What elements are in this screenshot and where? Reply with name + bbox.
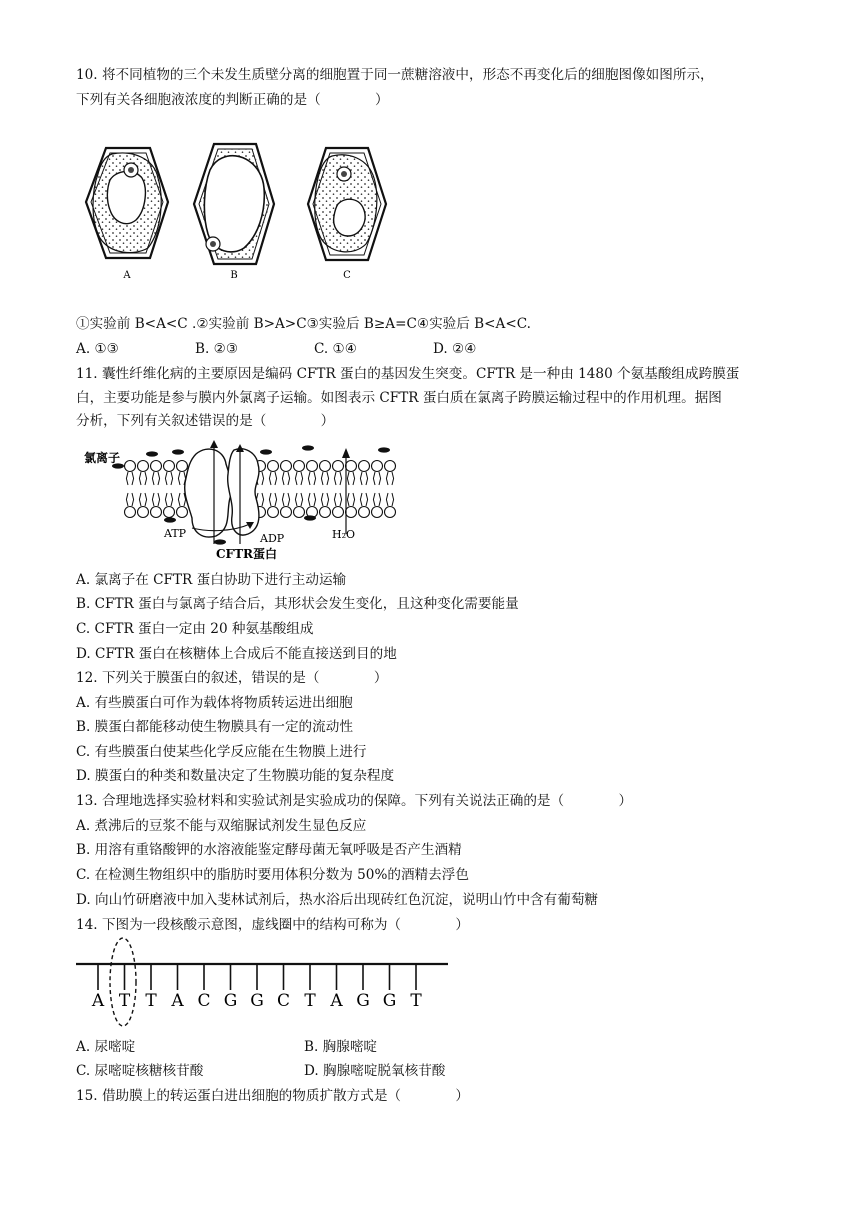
lipid-tail — [392, 493, 394, 506]
lipid-tail — [158, 472, 160, 485]
base-letter: C — [276, 991, 291, 1011]
lipid-tail — [295, 472, 297, 485]
lipid-tail — [152, 472, 154, 485]
lipid-tail — [386, 472, 388, 485]
q14-stem: 14. 下图为一段核酸示意图，虚线圈中的结构可称为（ ） — [76, 917, 469, 933]
lipid-head — [281, 461, 292, 472]
lipid-head — [138, 461, 149, 472]
q10-stem-line1: 10. 将不同植物的三个未发生质壁分离的细胞置于同一蔗糖溶液中，形态不再变化后的细胞图像如图所示， — [76, 67, 714, 83]
lipid-head — [281, 507, 292, 518]
base-letter: G — [382, 991, 397, 1011]
lipid-tail — [366, 472, 368, 485]
q10-option-d[interactable]: D. ②④ — [433, 341, 477, 357]
cell-a — [86, 148, 168, 258]
lipid-tail — [158, 493, 160, 506]
lipid-head — [294, 507, 305, 518]
q10-option-a[interactable]: A. ①③ — [76, 341, 119, 357]
lipid-head — [385, 461, 396, 472]
q14-option-a[interactable]: A. 尿嘧啶 — [76, 1039, 136, 1055]
q11-option-c[interactable]: C. CFTR 蛋白一定由 20 种氨基酸组成 — [76, 621, 314, 637]
q14-options-row1 — [76, 1038, 532, 1056]
q10-stem-line2: 下列有关各细胞液浓度的判断正确的是（ ） — [76, 92, 389, 108]
lipid-tail — [295, 493, 297, 506]
lipid-tail — [275, 472, 277, 485]
lipid-head — [177, 461, 188, 472]
q11-membrane-figure — [84, 436, 414, 566]
lipid-head — [372, 461, 383, 472]
lipid-tail — [366, 493, 368, 506]
lipid-tail — [360, 493, 362, 506]
lipid-tail — [340, 472, 342, 485]
lipid-head — [164, 461, 175, 472]
lipid-tail — [353, 493, 355, 506]
q14-options-row2 — [76, 1062, 532, 1080]
lipid-tail — [314, 472, 316, 485]
lipid-tail — [321, 472, 323, 485]
q10-option-b[interactable]: B. ②③ — [195, 341, 239, 357]
lipid-tail — [347, 493, 349, 506]
lipid-head — [346, 461, 357, 472]
lipid-tail — [301, 493, 303, 506]
base-letter: T — [410, 991, 422, 1011]
lipid-tail — [165, 472, 167, 485]
q11-option-d[interactable]: D. CFTR 蛋白在核糖体上合成后不能直接送到目的地 — [76, 646, 397, 662]
lipid-tail — [347, 472, 349, 485]
lipid-tail — [327, 493, 329, 506]
q12-option-a[interactable]: A. 有些膜蛋白可作为载体将物质转运进出细胞 — [76, 695, 353, 711]
base-letter: A — [330, 991, 343, 1011]
base-letter: C — [197, 991, 211, 1011]
q12-option-b[interactable]: B. 膜蛋白都能移动使生物膜具有一定的流动性 — [76, 719, 353, 735]
lipid-head — [346, 507, 357, 518]
nucleotide-strands — [91, 964, 422, 1011]
lipid-head — [294, 461, 305, 472]
lipid-head — [268, 461, 279, 472]
lipid-tail — [132, 493, 134, 506]
lipid-tail — [308, 472, 310, 485]
lipid-head — [177, 507, 188, 518]
q13-option-c[interactable]: C. 在检测生物组织中的脂肪时要用体积分数为 50%的酒精去浮色 — [76, 867, 469, 883]
lipid-tail — [126, 472, 128, 485]
lipid-tail — [269, 472, 271, 485]
lipid-head — [268, 507, 279, 518]
base-letter: T — [145, 991, 157, 1011]
lipid-tail — [314, 493, 316, 506]
lipid-tail — [373, 493, 375, 506]
q13-option-d[interactable]: D. 向山竹研磨液中加入斐林试剂后，热水浴后出现砖红色沉淀，说明山竹中含有葡萄糖 — [76, 892, 599, 908]
lipid-head — [151, 507, 162, 518]
lipid-tail — [178, 472, 180, 485]
lipid-tail — [340, 493, 342, 506]
lipid-tail — [262, 472, 264, 485]
label-cftr: CFTR蛋白 — [216, 547, 277, 561]
lipid-tail — [269, 493, 271, 506]
q12-option-c[interactable]: C. 有些膜蛋白使某些化学反应能在生物膜上进行 — [76, 744, 367, 760]
lipid-head — [307, 461, 318, 472]
lipid-tail — [282, 472, 284, 485]
lipid-tail — [308, 493, 310, 506]
q10-options — [76, 340, 552, 358]
q14-option-d[interactable]: D. 胸腺嘧啶脱氧核苷酸 — [304, 1063, 446, 1079]
lipid-tail — [392, 472, 394, 485]
lipid-head — [320, 507, 331, 518]
lipid-tail — [171, 493, 173, 506]
lipid-tail — [386, 493, 388, 506]
lipid-tail — [171, 472, 173, 485]
q15-stem: 15. 借助膜上的转运蛋白进出细胞的物质扩散方式是（ ） — [76, 1088, 469, 1104]
lipid-tail — [152, 493, 154, 506]
lipid-tail — [288, 472, 290, 485]
lipid-tail — [145, 493, 147, 506]
lipid-tail — [373, 472, 375, 485]
q13-stem: 13. 合理地选择实验材料和实验试剂是实验成功的保障。下列有关说法正确的是（ ） — [76, 793, 633, 809]
q10-cell-figure — [76, 140, 376, 280]
base-letter: T — [304, 991, 316, 1011]
lipid-tail — [334, 493, 336, 506]
dashed-circle — [110, 938, 136, 1026]
lipid-head — [125, 461, 136, 472]
lipid-head — [372, 507, 383, 518]
base-letter: G — [356, 991, 370, 1011]
lipid-head — [151, 461, 162, 472]
lipid-tail — [353, 472, 355, 485]
cell-label-a: A — [123, 270, 131, 281]
lipid-tail — [288, 493, 290, 506]
lipid-tail — [327, 472, 329, 485]
lipid-tail — [379, 493, 381, 506]
q11-option-b[interactable]: B. CFTR 蛋白与氯离子结合后，其形状会发生变化，且这种变化需要能量 — [76, 596, 519, 612]
lipid-tail — [379, 472, 381, 485]
lipid-head — [138, 507, 149, 518]
q11-stem-line1: 11. 囊性纤维化病的主要原因是编码 CFTR 蛋白的基因发生突变。CFTR 是一种由 1480 个氨基酸组成跨膜蛋 — [76, 366, 740, 382]
lipid-tail — [262, 493, 264, 506]
label-adp: ADP — [260, 532, 285, 545]
q10-option-c[interactable]: C. ①④ — [314, 341, 357, 357]
lipid-head — [385, 507, 396, 518]
q10-statements: ①实验前 B<A<C .②实验前 B>A>C③实验后 B≥A=C④实验后 B<A<C. — [76, 316, 531, 332]
base-letter: G — [250, 991, 264, 1011]
lipid-tail — [334, 472, 336, 485]
label-chloride: 氯离子 — [84, 451, 121, 465]
lipid-tail — [301, 472, 303, 485]
lipid-tail — [139, 493, 141, 506]
q13-option-a[interactable]: A. 煮沸后的豆浆不能与双缩脲试剂发生显色反应 — [76, 818, 367, 834]
lipid-tail — [165, 493, 167, 506]
lipid-head — [359, 461, 370, 472]
q14-option-c[interactable]: C. 尿嘧啶核糖核苷酸 — [76, 1063, 204, 1079]
base-letter: G — [223, 991, 238, 1011]
base-letter: A — [91, 991, 105, 1011]
lipid-tail — [139, 472, 141, 485]
lipid-head — [125, 507, 136, 518]
base-letter: T — [118, 991, 131, 1011]
lipid-head — [320, 461, 331, 472]
lipid-tail — [321, 493, 323, 506]
q11-stem-line2: 白，主要功能是参与膜内外氯离子运输。如图表示 CFTR 蛋白质在氯离子跨膜运输过程中的作用机理。据图 — [76, 390, 722, 406]
q13-option-b[interactable]: B. 用溶有重铬酸钾的水溶液能鉴定酵母菌无氧呼吸是否产生酒精 — [76, 842, 462, 858]
label-atp: ATP — [164, 527, 187, 540]
lipid-tail — [145, 472, 147, 485]
lipid-tail — [282, 493, 284, 506]
lipid-head — [359, 507, 370, 518]
q11-stem-line3: 分析，下列有关叙述错误的是（ ） — [76, 413, 335, 429]
lipid-tail — [360, 472, 362, 485]
lipid-tail — [178, 493, 180, 506]
cell-label-c: C — [343, 270, 351, 281]
q12-option-d[interactable]: D. 膜蛋白的种类和数量决定了生物膜功能的复杂程度 — [76, 768, 395, 784]
q14-nucleic-acid-figure — [76, 944, 456, 1034]
lipid-head — [333, 507, 344, 518]
cell-c — [308, 148, 386, 260]
lipid-head — [164, 507, 175, 518]
cftr-protein-right — [228, 449, 259, 535]
q14-option-b[interactable]: B. 胸腺嘧啶 — [304, 1039, 378, 1055]
phospholipid-bilayer — [125, 461, 396, 518]
lipid-tail — [275, 493, 277, 506]
lipid-tail — [126, 493, 128, 506]
cell-label-b: B — [230, 270, 238, 281]
label-h2o: H₂O — [332, 528, 356, 541]
base-letter: A — [171, 991, 184, 1011]
cftr-protein-left — [185, 449, 232, 537]
q12-stem: 12. 下列关于膜蛋白的叙述，错误的是（ ） — [76, 670, 388, 686]
lipid-tail — [132, 472, 134, 485]
lipid-head — [333, 461, 344, 472]
q11-option-a[interactable]: A. 氯离子在 CFTR 蛋白协助下进行主动运输 — [76, 572, 347, 588]
cell-b — [194, 144, 274, 264]
